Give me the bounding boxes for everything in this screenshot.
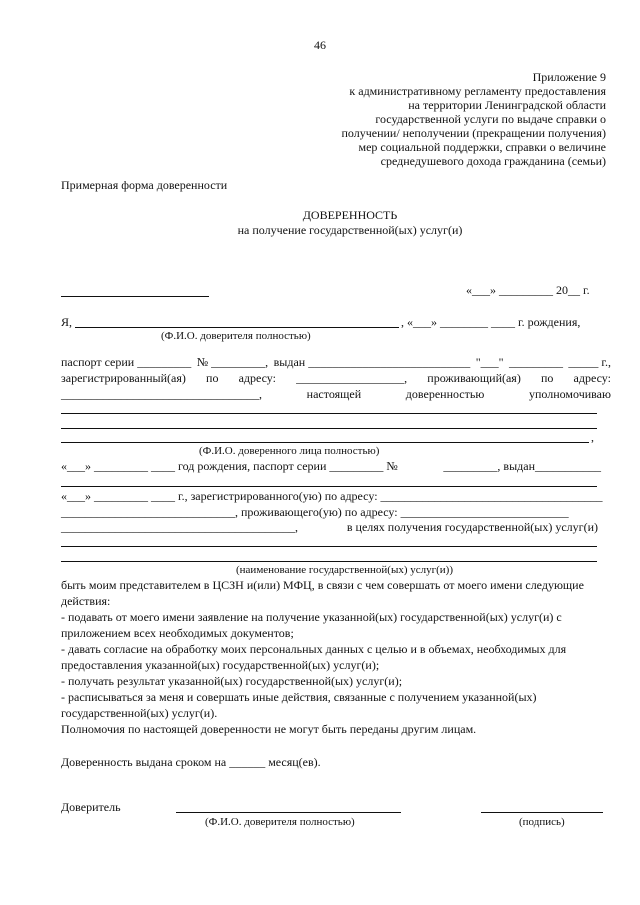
principal-signature-name-line[interactable]: [176, 812, 401, 813]
passport-line-3: [61, 387, 611, 402]
body-paragraph: - давать согласие на обработку моих персональных данных с целью и в объемах, необходимых для предоставления указанной(ых) государственной(ых) услуг(и);: [61, 642, 567, 672]
signature-caption: (подпись): [519, 816, 565, 828]
signature-name-caption: (Ф.И.О. доверителя полностью): [205, 816, 355, 828]
trustee-caption: (Ф.И.О. доверенного лица полностью): [199, 445, 380, 457]
word: адресу:: [238, 371, 276, 385]
trustee-name-line[interactable]: [61, 413, 597, 414]
trustee-purpose-line: [61, 520, 598, 535]
signature-label: Доверитель: [61, 800, 121, 814]
word: доверенностью: [405, 387, 485, 401]
trustee-residing-line[interactable]: _____________________________, проживающего(ую) по адресу: ____________________________: [61, 505, 569, 519]
appendix-line: Приложение 9: [532, 70, 606, 84]
body-paragraph: - подавать от моего имени заявление на получение указанной(ых) государственной(ых) услуг(и) с приложением всех необходимых документов;: [61, 610, 562, 640]
body-paragraph: быть моим представителем в ЦСЗН и(или) МФЦ, в связи с чем совершать от моего имени следующие действия:: [61, 578, 584, 608]
passport-day-field[interactable]: "___": [475, 355, 504, 369]
trustee-issued-line[interactable]: «___» _________ ____ г., зарегистрированного(ую) по адресу: _____________________________________: [61, 489, 603, 503]
trustee-passport-field[interactable]: _________, выдан___________: [443, 459, 601, 473]
body-paragraph: Полномочия по настоящей доверенности не могут быть переданы другим лицам.: [61, 722, 477, 736]
blank-line[interactable]: [61, 486, 597, 487]
document-subtitle: на получение государственной(ых) услуг(и): [237, 223, 463, 237]
passport-month-field[interactable]: _________: [508, 355, 563, 369]
trustee-birth-line: [61, 459, 601, 474]
residing-address-field[interactable]: _________________________________,: [61, 387, 262, 401]
body-paragraph: - получать результат указанной(ых) государственной(ых) услуг(и);: [61, 674, 403, 688]
registered-address-field[interactable]: __________________,: [296, 371, 408, 385]
date-field[interactable]: «___» _________ 20__ г.: [466, 283, 590, 297]
purpose-text: в целях получения государственной(ых) услуг(и): [346, 520, 598, 534]
passport-line-1: [61, 355, 611, 370]
principal-caption: (Ф.И.О. доверителя полностью): [161, 330, 311, 342]
principal-prefix: Я,: [61, 315, 73, 329]
appendix-line: мер социальной поддержки, справки о величине: [358, 140, 606, 154]
page-number: 46: [314, 38, 326, 52]
service-name-line[interactable]: [61, 561, 597, 562]
passport-series-field[interactable]: паспорт серии _________: [61, 355, 192, 369]
appendix-line: на территории Ленинградской области: [408, 98, 606, 112]
service-caption: (наименование государственной(ых) услуг(и)): [236, 564, 454, 576]
appendix-line: к административному регламенту предоставления: [349, 84, 606, 98]
word: адресу:: [573, 371, 611, 385]
place-field-line[interactable]: [61, 296, 209, 297]
principal-birth-field[interactable]: , «___» ________ ____ г. рождения,: [401, 315, 581, 329]
passport-number-field[interactable]: № _________,: [196, 355, 269, 369]
passport-line-2: [61, 371, 611, 386]
passport-issued-field[interactable]: выдан ___________________________: [273, 355, 471, 369]
document-title: ДОВЕРЕННОСТЬ: [302, 208, 398, 222]
registered-label: зарегистрированный(ая): [61, 371, 186, 385]
residing-label: проживающий(ая): [427, 371, 521, 385]
word: по: [206, 371, 219, 385]
form-label: Примерная форма доверенности: [61, 178, 228, 192]
word: по: [540, 371, 554, 385]
body-paragraph: - расписываться за меня и совершать иные действия, связанные с получением указанной(ых) государственной(ых) услуг(и).: [61, 690, 537, 720]
appendix-line: среднедушевого дохода гражданина (семьи): [380, 154, 606, 168]
principal-name-field[interactable]: [75, 327, 399, 328]
term-line[interactable]: Доверенность выдана сроком на ______ месяц(ев).: [61, 755, 321, 769]
trustee-birth-field[interactable]: «___» _________ ____ год рождения, паспорт серии _________ №: [61, 459, 398, 473]
word: настоящей: [306, 387, 362, 401]
trustee-name-line[interactable]: [61, 442, 589, 443]
appendix-block: [246, 70, 606, 168]
passport-year-field[interactable]: _____ г.,: [568, 355, 611, 369]
appendix-line: государственной услуги по выдаче справки о: [375, 112, 606, 126]
signature-line[interactable]: [481, 812, 603, 813]
trustee-address-field[interactable]: _______________________________________,: [61, 520, 298, 534]
trustee-name-line[interactable]: [61, 428, 597, 429]
word: уполномочиваю: [528, 387, 611, 401]
trustee-comma: ,: [591, 430, 594, 444]
appendix-line: получении/ неполучении (прекращении получения): [341, 126, 606, 140]
service-name-line[interactable]: [61, 546, 597, 547]
